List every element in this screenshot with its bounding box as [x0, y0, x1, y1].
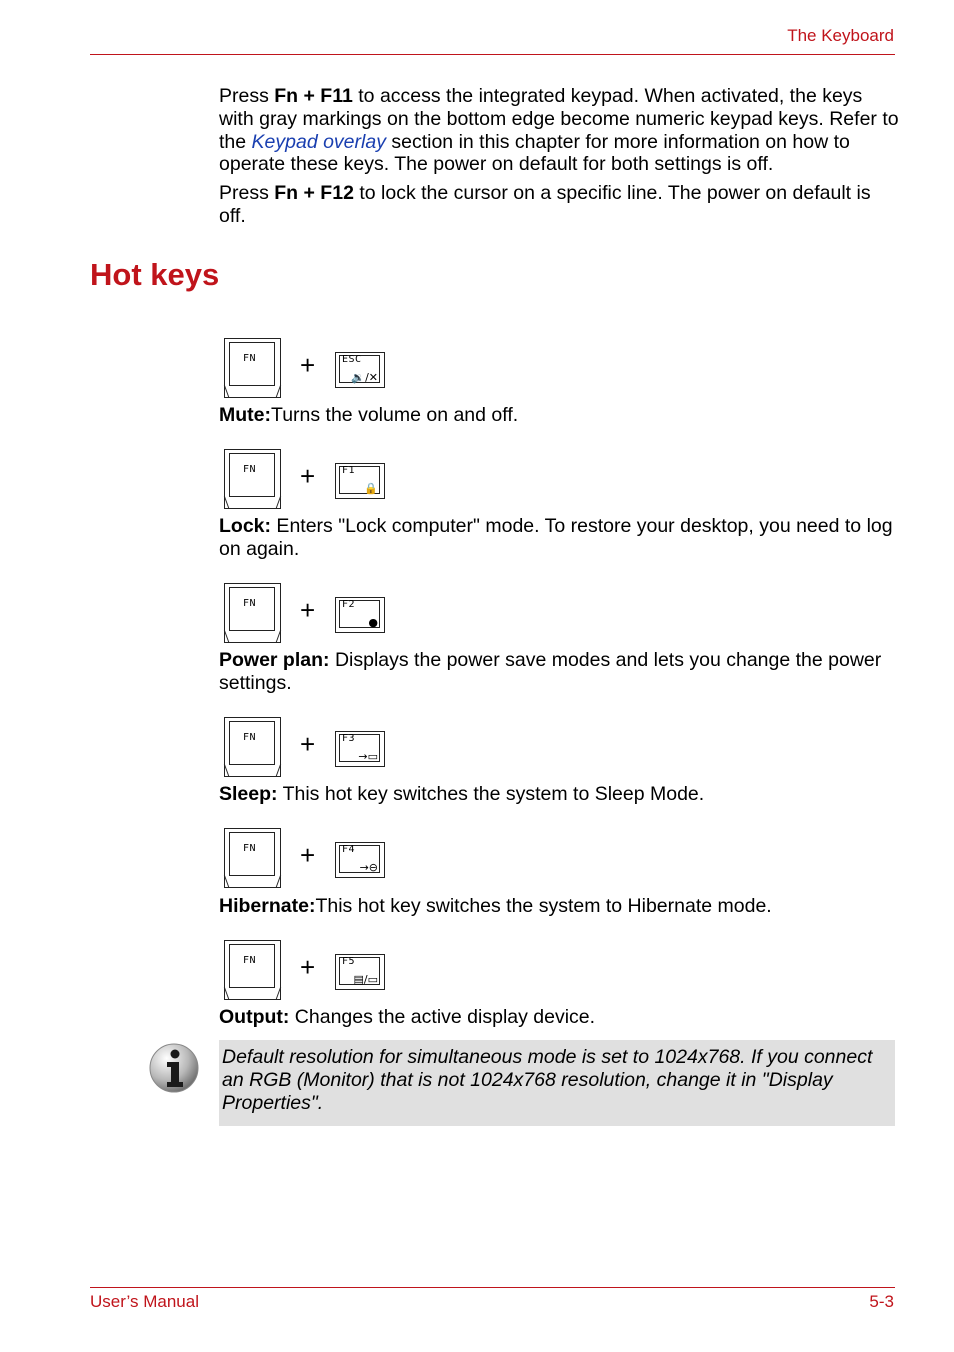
display-output-icon: ▤/▭ — [353, 973, 378, 986]
text-span: Press — [219, 182, 275, 204]
lock-icon: 🔒 — [364, 482, 378, 495]
fn-key-image — [224, 717, 281, 777]
f5-key-image — [335, 954, 385, 990]
hotkey-desc-power-plan — [219, 649, 899, 695]
bold-keys: Fn + F12 — [274, 182, 354, 204]
f5-key-label: F5 — [342, 956, 356, 967]
hotkey-combo-power-plan — [224, 583, 394, 643]
intro-paragraph-1 — [219, 85, 899, 176]
fn-key-label: FN — [243, 732, 257, 743]
footer-rule — [90, 1287, 895, 1288]
hotkey-text: Displays the power save modes and lets you change the power settings. — [219, 649, 882, 694]
hotkey-combo-output — [224, 940, 394, 1000]
fn-key-image — [224, 828, 281, 888]
footer-manual-title: User’s Manual — [90, 1292, 199, 1311]
f1-key-image — [335, 463, 385, 499]
fn-key-image — [224, 583, 281, 643]
plus-sign: + — [300, 840, 316, 870]
note-box — [219, 1040, 895, 1126]
hotkey-text: This hot key switches the system to Hibernate mode. — [315, 895, 772, 917]
hotkey-text: Turns the volume on and off. — [271, 404, 519, 426]
hotkey-combo-lock — [224, 449, 394, 509]
note-text: Default resolution for simultaneous mode is set to 1024x768. If you connect an RGB (Monitor) that is not 1024x768 resolution, change it in "Display Properties". — [222, 1046, 873, 1114]
f2-key-image — [335, 597, 385, 633]
fn-key-label: FN — [243, 464, 257, 475]
fn-key-image — [224, 338, 281, 398]
hotkey-desc-lock — [219, 515, 899, 561]
plus-sign: + — [300, 350, 316, 380]
intro-paragraph-2 — [219, 182, 899, 228]
power-plan-icon: ● — [368, 616, 378, 629]
fn-key-label: FN — [243, 353, 257, 364]
text-span: to lock the cursor on a specific line. The power on default is off. — [219, 182, 871, 227]
footer-page-number: 5-3 — [869, 1292, 894, 1311]
hotkey-combo-hibernate — [224, 828, 394, 888]
bold-keys: Fn + F11 — [274, 85, 353, 107]
section-heading: Hot keys — [90, 257, 220, 292]
fn-key-label: FN — [243, 598, 257, 609]
esc-key-image — [335, 352, 385, 388]
hotkey-text: Changes the active display device. — [289, 1006, 596, 1028]
f4-key-image — [335, 842, 385, 878]
hotkey-term: Output: — [219, 1006, 290, 1028]
f4-key-label: F4 — [342, 844, 356, 855]
fn-key-label: FN — [243, 955, 257, 966]
hotkey-desc-mute — [219, 404, 899, 427]
speaker-mute-icon: 🔉/✕ — [351, 371, 378, 384]
hotkey-combo-sleep — [224, 717, 394, 777]
hotkey-text: This hot key switches the system to Sleep Mode. — [277, 783, 705, 805]
f2-key-label: F2 — [342, 599, 356, 610]
hibernate-icon: →⊖ — [359, 861, 378, 874]
fn-key-image — [224, 940, 281, 1000]
text-span: to access the integrated keypad. When activated, the keys with gray markings on the bottom edge become numeric keypad keys. Refer to the — [219, 85, 899, 153]
hotkey-term: Sleep: — [219, 783, 278, 805]
esc-key-label: ESC — [342, 354, 362, 365]
header-title: The Keyboard — [787, 26, 894, 45]
hotkey-term: Hibernate: — [219, 895, 316, 917]
text-span: section in this chapter for more information on how to operate these keys. The power on default for both settings is off. — [219, 130, 850, 176]
plus-sign: + — [300, 952, 316, 982]
f1-key-label: F1 — [342, 465, 356, 476]
hotkey-desc-sleep — [219, 783, 899, 806]
plus-sign: + — [300, 595, 316, 625]
hotkey-combo-mute — [224, 338, 394, 398]
hotkey-desc-output — [219, 1006, 899, 1029]
plus-sign: + — [300, 461, 316, 491]
f3-key-label: F3 — [342, 733, 356, 744]
info-icon — [148, 1042, 200, 1094]
keypad-overlay-link[interactable]: Keypad overlay — [251, 130, 386, 153]
header-rule — [90, 54, 895, 55]
text-span: Press — [219, 85, 275, 107]
hotkey-text: Enters "Lock computer" mode. To restore your desktop, you need to log on again. — [219, 515, 893, 560]
hotkey-desc-hibernate — [219, 895, 899, 918]
hotkey-term: Mute: — [219, 404, 271, 426]
f3-key-image — [335, 731, 385, 767]
plus-sign: + — [300, 729, 316, 759]
hotkey-term: Power plan: — [219, 649, 330, 671]
fn-key-label: FN — [243, 843, 257, 854]
fn-key-image — [224, 449, 281, 509]
sleep-icon: →▭ — [358, 750, 378, 763]
hotkey-term: Lock: — [219, 515, 272, 537]
